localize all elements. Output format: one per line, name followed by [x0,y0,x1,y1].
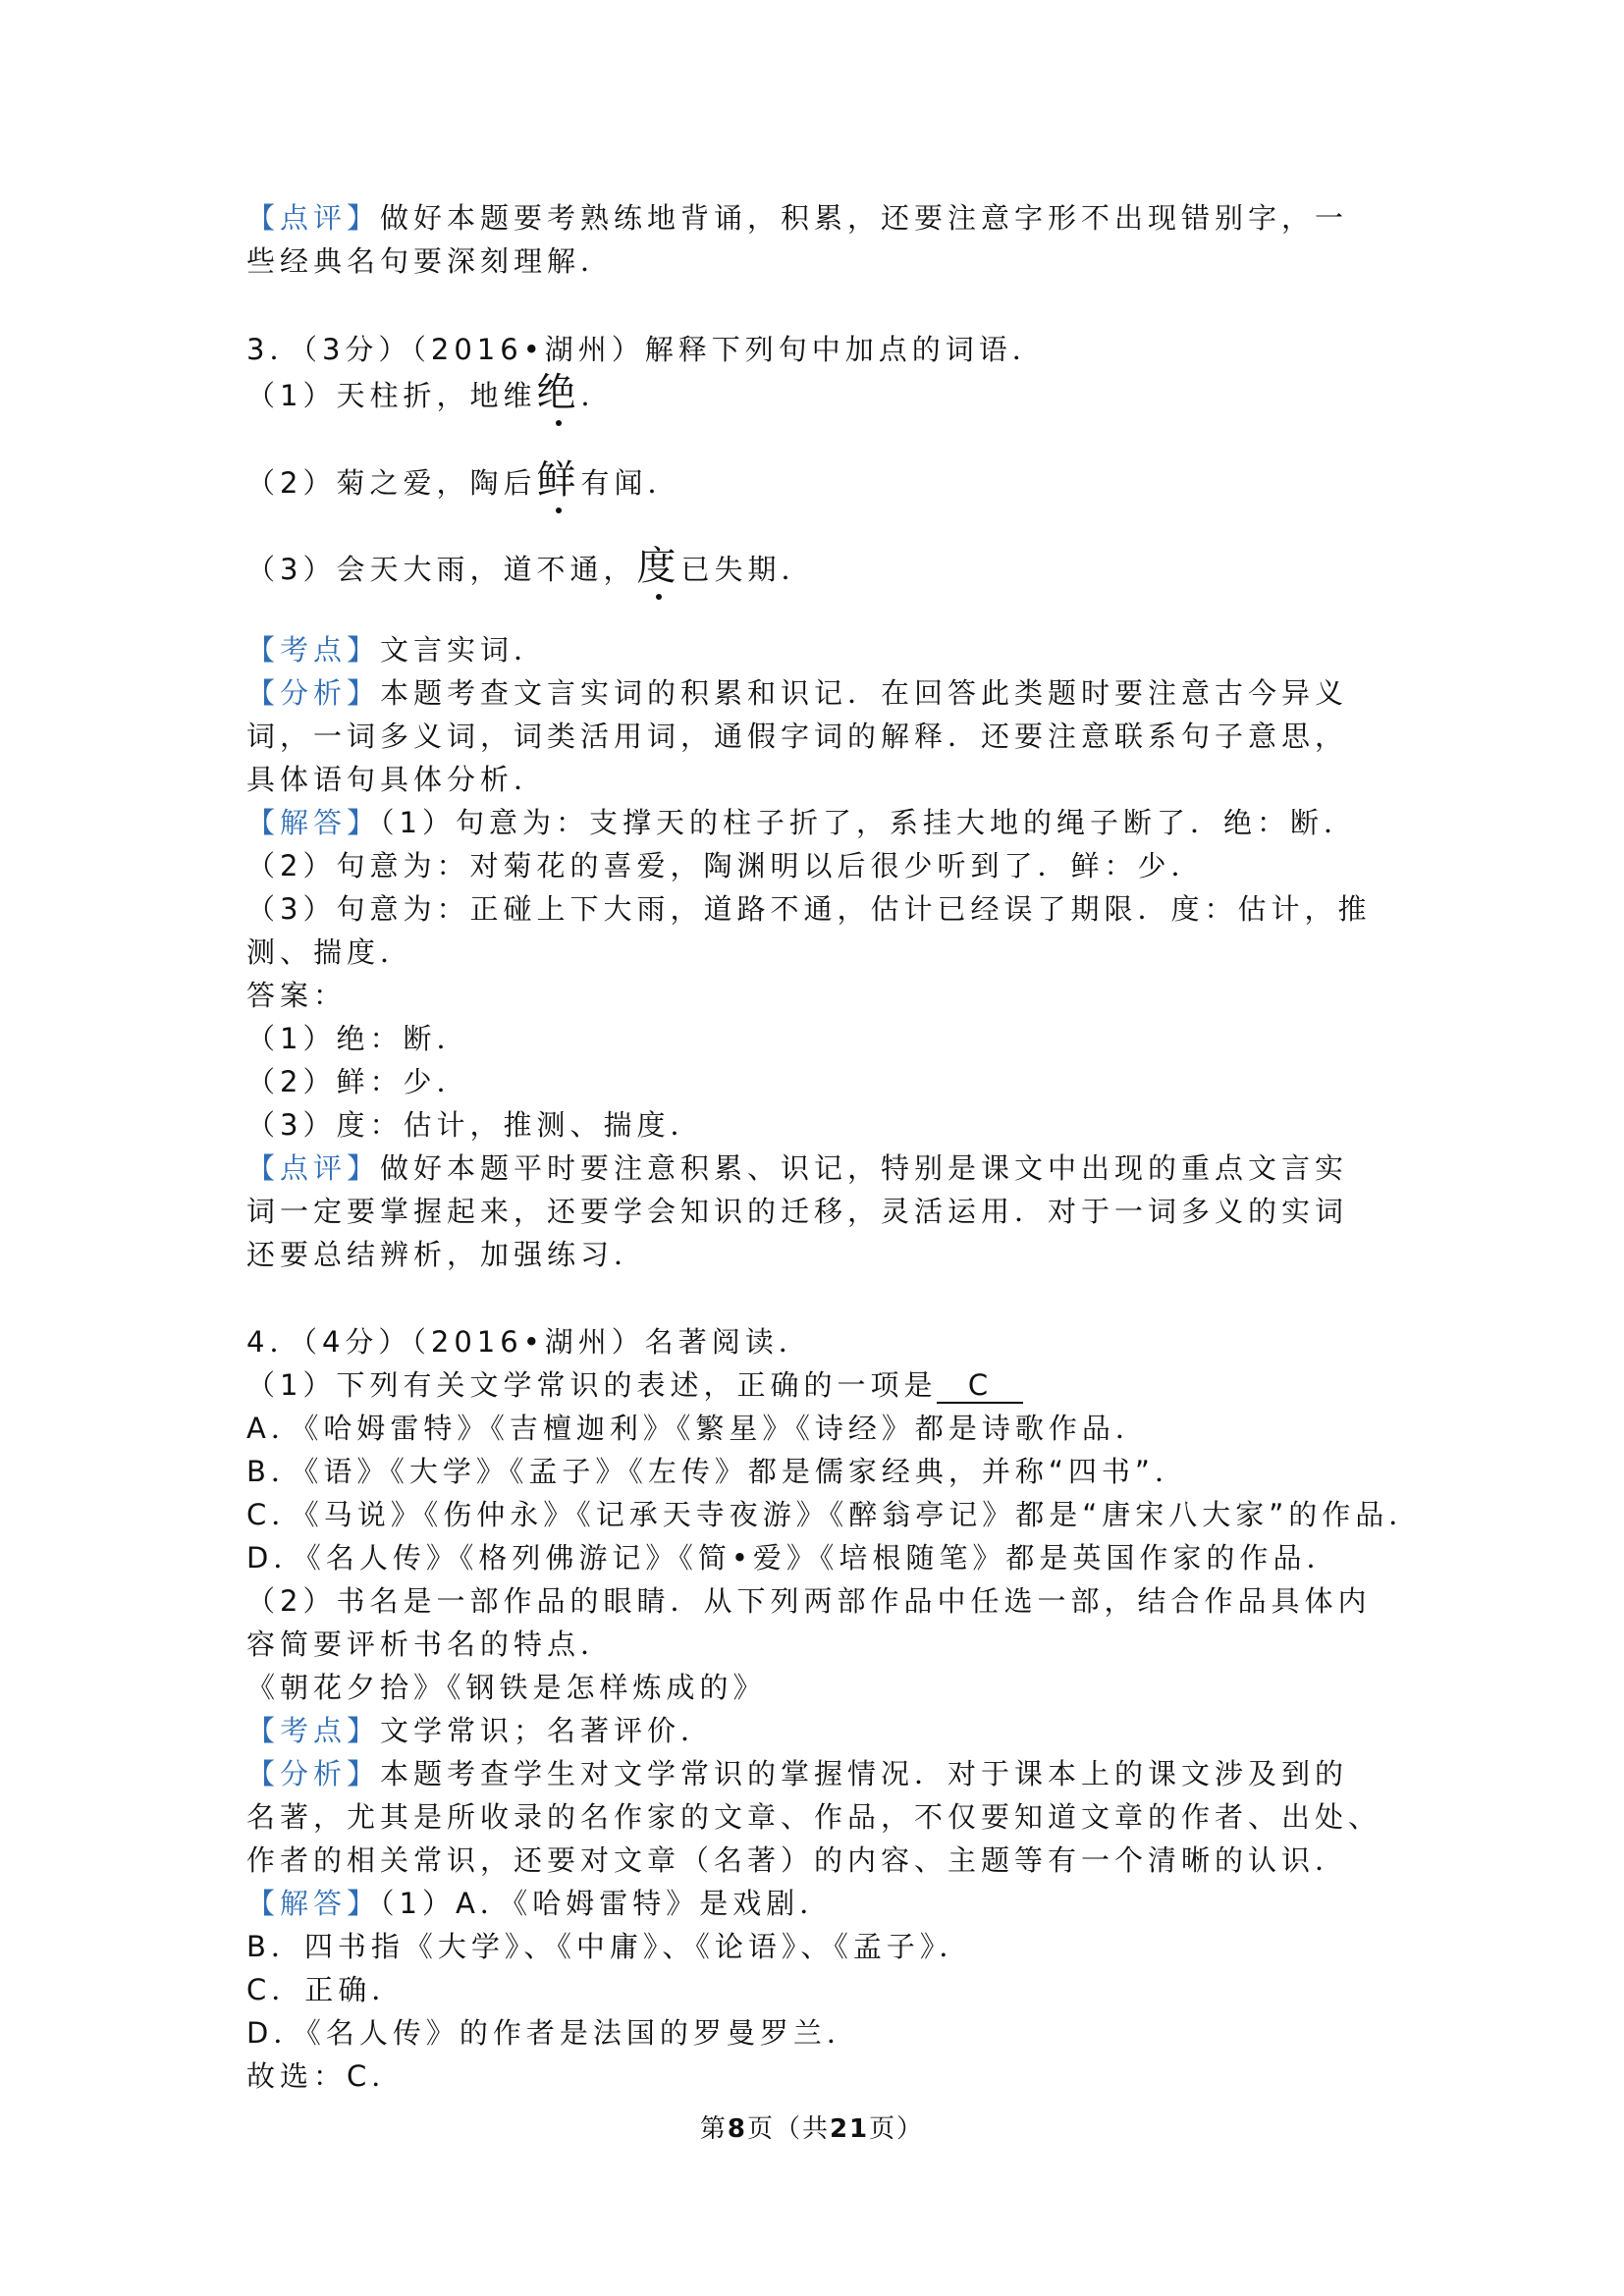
q3-jieda-line-8: （3）度：估计，推测、揣度． [246,1108,704,1142]
q3-jieda-line-4: 测、揣度． [246,935,414,969]
q3-dianping-line-2: 词一定要掌握起来，还要学会知识的迁移，灵活运用．对于一词多义的实词 [246,1195,1349,1228]
q3-fenxi-line-3: 具体语句具体分析． [246,763,548,796]
fenxi-tag: 【分析】 [246,1757,381,1790]
q4-option-c: C．《马说》《伤仲永》《记承天寺夜游》《醉翁亭记》都是“唐宋八大家”的作品． [246,1498,1423,1531]
jieda-tag: 【解答】 [246,806,381,839]
q4-jieda-line-5: 故选：C． [246,2059,406,2093]
answer-blank: C [937,1368,1023,1404]
dotted-word: 鲜 [536,457,581,503]
q4-option-b: B．《语》《大学》《孟子》《左传》都是儒家经典，并称“四书”． [246,1455,1188,1488]
q3-jieda-line-6: （1）绝：断． [246,1022,470,1055]
q3-jieda-line-5: 答案： [246,979,348,1012]
dotted-word: 度 [636,544,681,589]
q3-fenxi-line-1: 【分析】本题考查文言实词的积累和识记．在回答此类题时要注意古今异义 [246,676,1349,710]
q4-jieda-line-4: D．《名人传》的作者是法国的罗曼罗兰． [246,2016,860,2050]
q3-dianping-line-1: 【点评】做好本题平时要注意积累、识记，特别是课文中出现的重点文言实 [246,1151,1349,1185]
jieda-tag: 【解答】 [246,1887,381,1920]
q4-option-a: A．《哈姆雷特》《吉檀迦利》《繁星》《诗经》都是诗歌作品． [246,1412,1149,1445]
q4-sub2-line-3: 《朝花夕拾》《钢铁是怎样炼成的》 [246,1671,767,1704]
q3-jieda-line-2: （2）句意为：对菊花的喜爱，陶渊明以后很少听到了．鲜：少． [246,849,1205,882]
q3-title: 3．（3分）（2016•湖州）解释下列句中加点的词语． [246,333,1046,366]
q3-kaodian: 【考点】文言实词． [246,633,548,667]
page-footer: 第8页（共21页） [699,2114,925,2144]
q4-sub2-line-1: （2）书名是一部作品的眼睛．从下列两部作品中任选一部，结合作品具体内 [246,1584,1372,1618]
q4-jieda-line-1: 【解答】（1）A．《哈姆雷特》是戏剧． [246,1887,834,1920]
kaodian-tag: 【考点】 [246,1714,381,1747]
q4-kaodian: 【考点】文学常识；名著评价． [246,1714,715,1747]
q4-option-d: D．《名人传》《格列佛游记》《简•爱》《培根随笔》都是英国作家的作品． [246,1541,1340,1575]
q3-jieda-line-7: （2）鲜：少． [246,1065,470,1098]
q4-jieda-line-2: B．四书指《大学》、《中庸》、《论语》、《孟子》． [246,1930,973,1963]
q4-fenxi-line-3: 作者的相关常识，还要对文章（名著）的内容、主题等有一个清晰的认识． [246,1843,1349,1877]
q4-title: 4．（4分）（2016•湖州）名著阅读． [246,1325,812,1359]
q2-dianping-line-2: 些经典名句要深刻理解． [246,244,615,278]
fenxi-tag: 【分析】 [246,676,381,710]
page-total: 21 [829,2114,870,2144]
q3-item-2: （2）菊之爱，陶后鲜有闻． [246,457,681,503]
dotted-word: 绝 [536,370,581,415]
dianping-tag: 【点评】 [246,201,381,235]
q3-item-3: （3）会天大雨，道不通，度已失期． [246,544,815,589]
dianping-tag: 【点评】 [246,1151,381,1185]
q4-sub2-line-2: 容简要评析书名的特点． [246,1628,615,1661]
q3-jieda-line-3: （3）句意为：正碰上下大雨，道路不通，估计已经误了期限．度：估计，推 [246,892,1372,926]
q4-sub1: （1）下列有关文学常识的表述，正确的一项是 C [246,1365,1023,1405]
q3-jieda-line-1: 【解答】（1）句意为：支撑天的柱子折了，系挂大地的绳子断了．绝：断． [246,806,1357,839]
q4-fenxi-line-2: 名著，尤其是所收录的名作家的文章、作品，不仅要知道文章的作者、出处、 [246,1800,1382,1834]
kaodian-tag: 【考点】 [246,633,381,667]
q3-dianping-line-3: 还要总结辨析，加强练习． [246,1238,648,1271]
q3-item-1: （1）天柱折，地维绝． [246,370,615,415]
q4-jieda-line-3: C．正确． [246,1973,406,2006]
page-number: 8 [727,2114,747,2144]
q2-dianping-line-1: 【点评】做好本题要考熟练地背诵，积累，还要注意字形不出现错别字，一 [246,201,1349,235]
q3-fenxi-line-2: 词，一词多义词，词类活用词，通假字词的解释．还要注意联系句子意思， [246,720,1349,753]
q4-fenxi-line-1: 【分析】本题考查学生对文学常识的掌握情况．对于课本上的课文涉及到的 [246,1757,1349,1790]
